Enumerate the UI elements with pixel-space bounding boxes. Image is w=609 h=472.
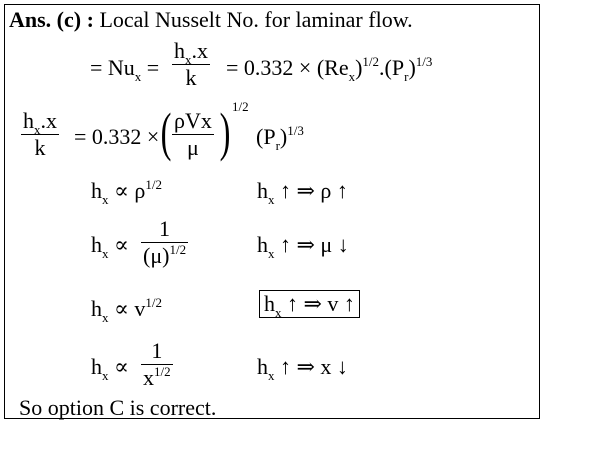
eq2-exponent: 1/2 [232, 99, 249, 114]
inner-denominator: μ [187, 135, 199, 160]
answer-label: Ans. (c) : [9, 7, 94, 32]
result-x: $h_x$ ↑ ⇒ x ↓ [257, 354, 348, 383]
right-paren: ) [219, 102, 231, 162]
relation-mu-fraction [141, 218, 188, 267]
eq2-inner-fraction [172, 110, 214, 159]
result-mu: $h_x$ ↑ ⇒ μ ↓ [257, 232, 349, 261]
relation-x-fraction [141, 340, 173, 389]
eq2-fraction [21, 110, 59, 159]
eq2-denominator: k [34, 135, 46, 160]
result-v-boxed: $h_x$ ↑ ⇒ v ↑ [259, 290, 360, 318]
eq2-numerator: $h_x.x$ [23, 108, 57, 137]
inner-numerator: ρVx [174, 108, 212, 133]
heading [9, 9, 413, 31]
denominator: $x^{1/2}$ [143, 364, 171, 390]
relation-x: $h_x$ ∝ [91, 354, 129, 383]
eq1-fraction [172, 40, 210, 89]
eq1-lhs [90, 55, 160, 84]
result-rho: $h_x$ ↑ ⇒ ρ ↑ [257, 178, 348, 207]
equals-sign: = [146, 55, 160, 80]
left-paren: ( [160, 102, 172, 162]
denominator: $(\mu)^{1/2}$ [143, 242, 187, 268]
relation-mu: $h_x$ ∝ [91, 232, 129, 261]
heading-text: Local Nusselt No. for laminar flow. [99, 7, 413, 32]
numerator: 1 [159, 216, 171, 241]
eq2-mid: = 0.332 × [74, 124, 160, 149]
nusselt-symbol: = Nu [90, 55, 135, 80]
eq1-numerator: $h_x.x$ [174, 38, 208, 67]
eq1-denominator: k [185, 65, 197, 90]
eq1-rhs: = $0.332 \times (Re_x)^{1/2}.(P_r)^{1/3}$ [226, 54, 433, 84]
eq2-prandtl: $(P_r)^{1/3}$ [256, 123, 304, 153]
relation-rho: $h_x \propto \rho^{1/2}$ [91, 177, 162, 207]
relation-v: $h_x \propto v^{1/2}$ [91, 295, 163, 325]
numerator: 1 [151, 338, 163, 363]
nusselt-sub: x [134, 69, 142, 84]
conclusion: So option C is correct. [19, 395, 217, 420]
